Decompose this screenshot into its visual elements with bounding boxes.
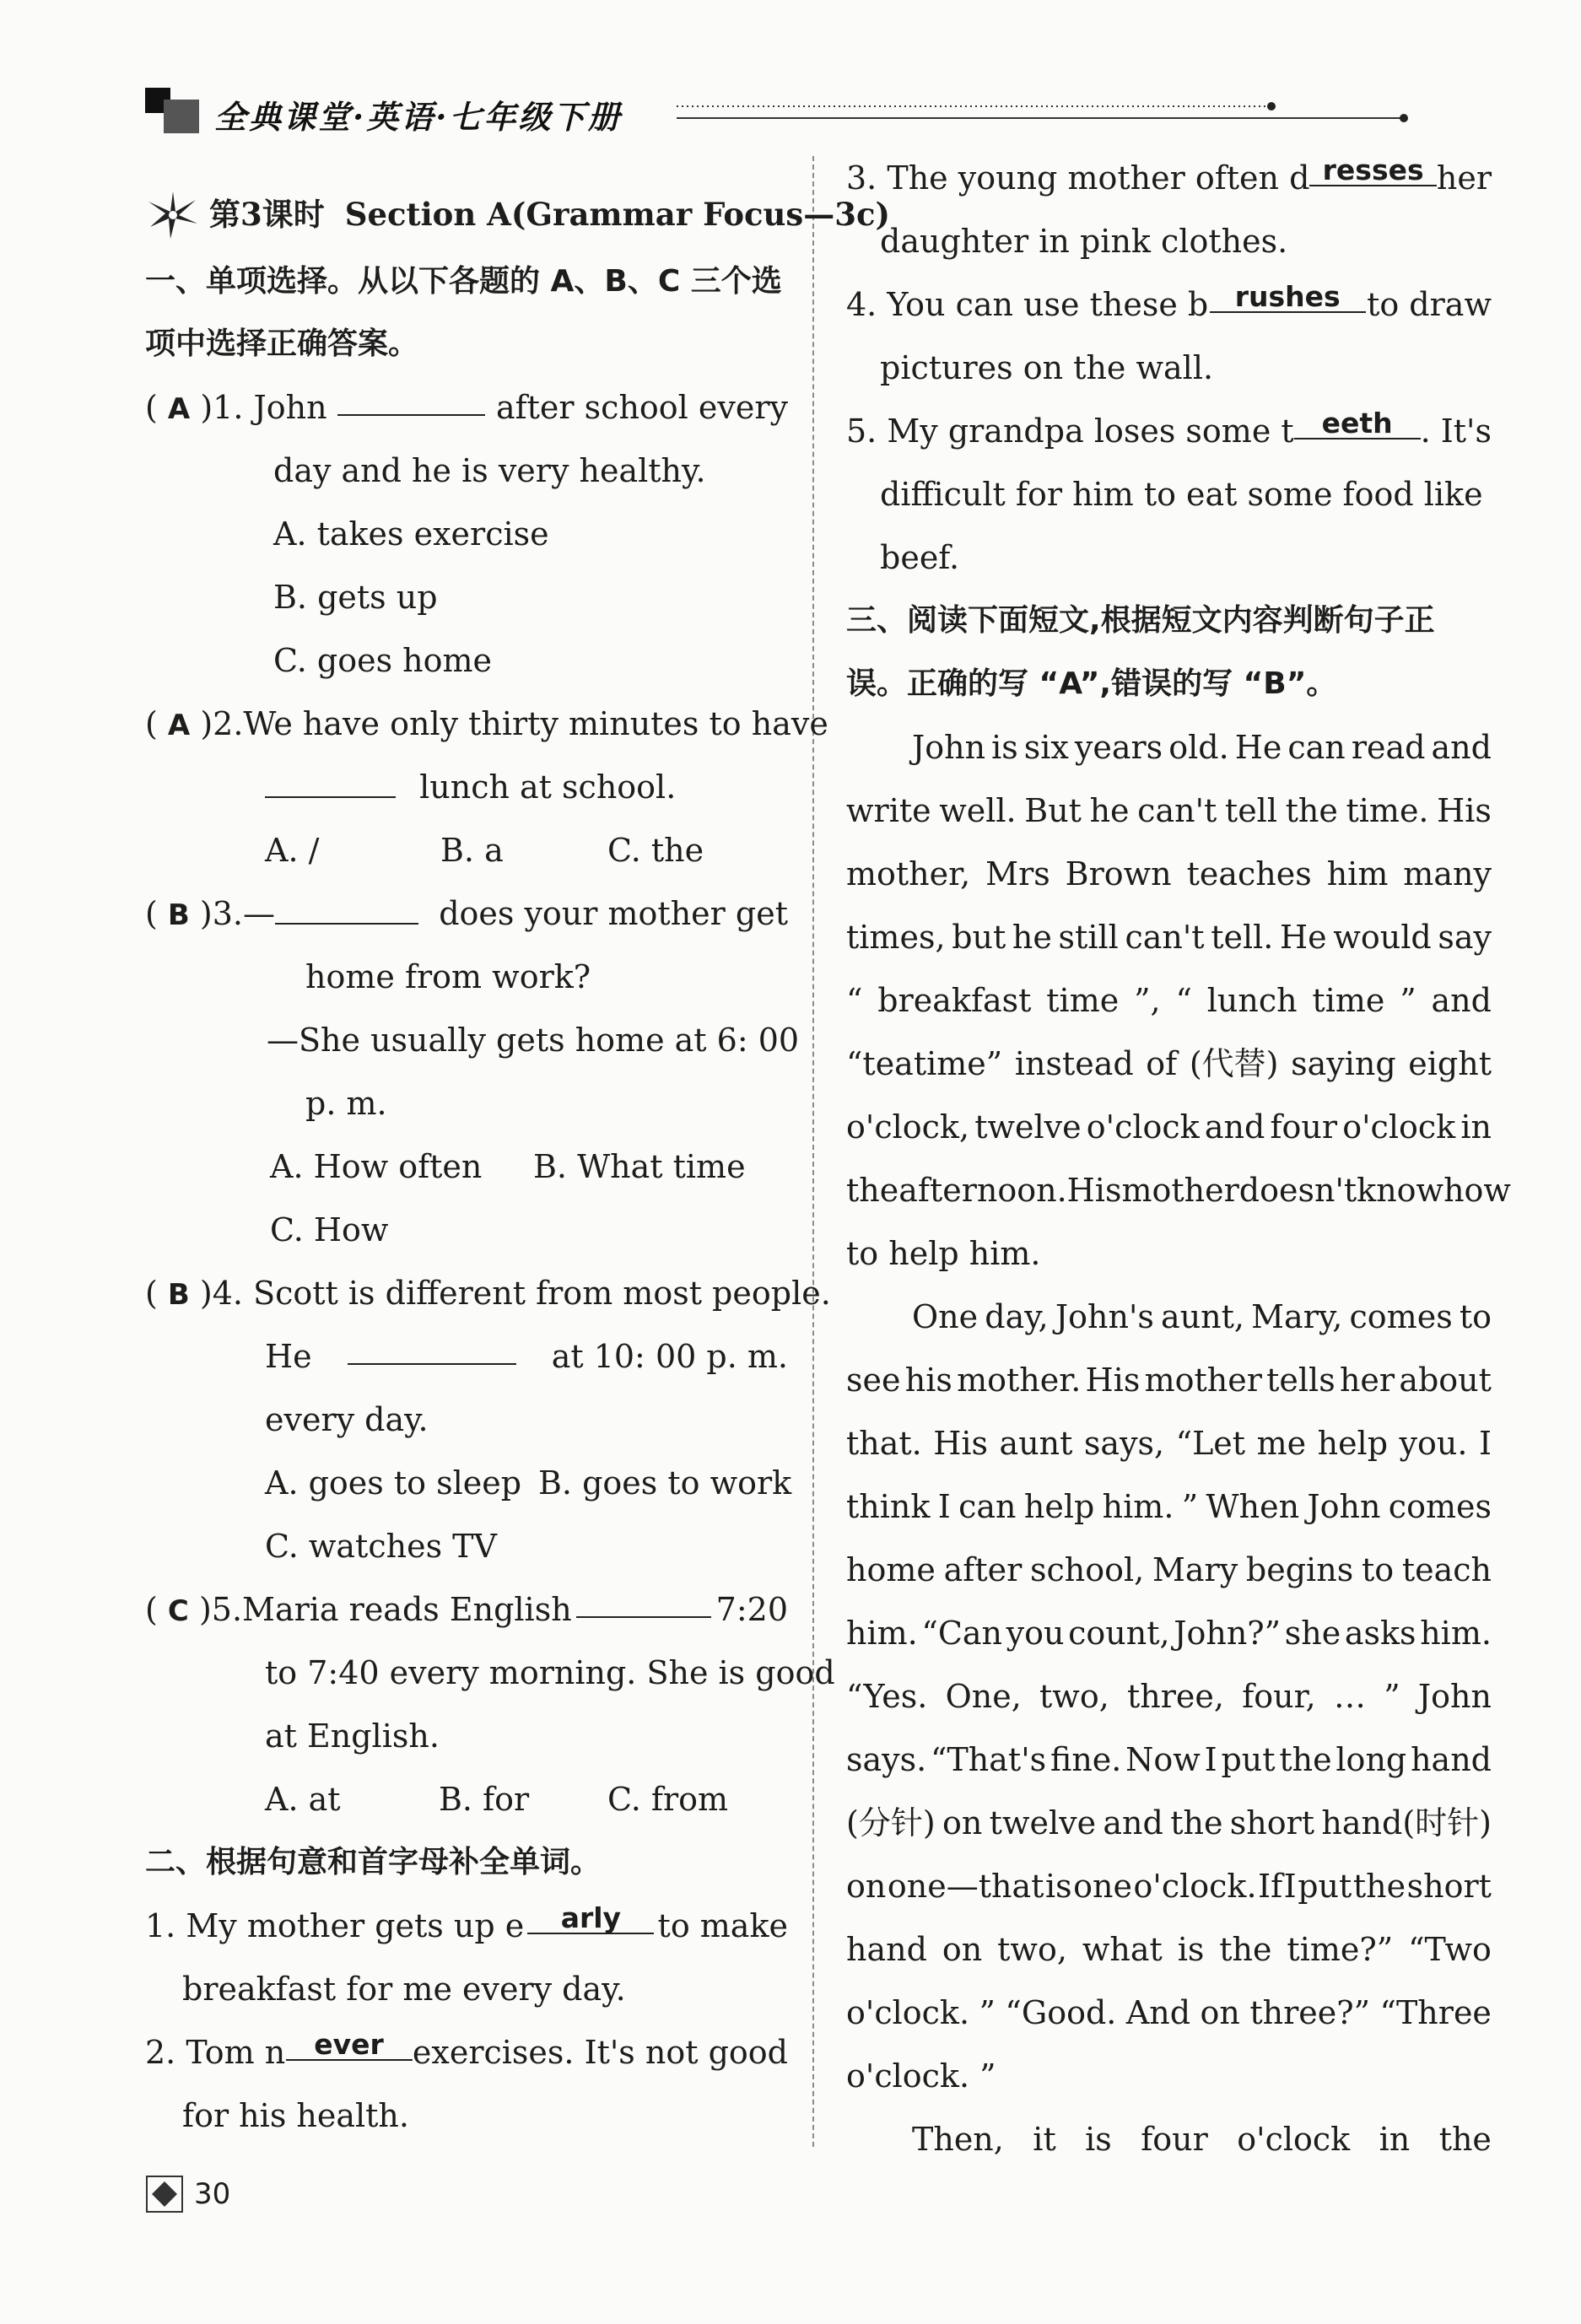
fill-item-4: 4. You can use these b rushes to draw (846, 280, 1492, 323)
passage-line: that. His aunt says, “Let me help you. I (846, 1425, 1492, 1462)
book-title: 全典课堂·英语·七年级下册 (214, 98, 623, 136)
answer-blank[interactable]: arly (527, 1904, 654, 1934)
part3-heading-line1: 三、阅读下面短文,根据短文内容判断句子正 (846, 603, 1435, 638)
options-row (265, 1461, 792, 1505)
passage-line: John is six years old. He can read and (912, 729, 1492, 766)
passage-line: “teatime” instead of (代替) saying eight (846, 1045, 1492, 1082)
option-a: A. goes to sleep (265, 1464, 522, 1502)
answer-blank[interactable]: resses (1309, 156, 1436, 186)
option-b: B. for (439, 1781, 530, 1818)
column-divider (812, 156, 814, 2147)
passage-line: Then, it is four o'clock in the (912, 2121, 1492, 2158)
passage-line: times, but he still can't tell. He would say (846, 919, 1492, 956)
option-c: C. goes home (273, 642, 493, 679)
option-b: B. gets up (273, 579, 438, 616)
passage-line: “ breakfast time ”, “ lunch time ” and (846, 982, 1492, 1019)
lesson-section: Section A(Grammar Focus—3c) (344, 196, 891, 233)
fill-item-text: pictures on the wall. (880, 349, 1214, 386)
part2-heading: 二、根据句意和首字母补全单词。 (145, 1845, 602, 1879)
fill-item-text: daughter in pink clothes. (880, 223, 1288, 260)
answer-blank[interactable]: rushes (1210, 283, 1366, 313)
option-c: C. How (270, 1211, 389, 1248)
fill-item-text: difficult for him to eat some food like (880, 476, 1483, 513)
option-a: A. at (265, 1781, 341, 1818)
answer-blank[interactable] (265, 768, 396, 798)
part3-heading-line2: 误。正确的写 “A”,错误的写 “B”。 (846, 666, 1337, 701)
option-b: B. goes to work (538, 1464, 792, 1502)
passage-line: to help him. (846, 1235, 1041, 1272)
answer-choice[interactable]: B (167, 1278, 190, 1312)
passage-line: him. “Can you count, John?” she asks him. (846, 1615, 1492, 1652)
passage-line: home after school, Mary begins to teach (846, 1551, 1492, 1588)
page-number: 30 (194, 2177, 231, 2211)
question-2: ( A )2. We have only thirty minutes to have (145, 705, 828, 742)
fill-item-5: 5. My grandpa loses some t eeth . It's (846, 407, 1492, 450)
option-b: B. a (440, 832, 504, 869)
passage-line: o'clock. ” (846, 2057, 996, 2095)
option-c: C. the (607, 832, 704, 869)
part1-heading-line1: 一、单项选择。从以下各题的 A、B、C 三个选 (145, 264, 782, 299)
option-a: A. How often (270, 1148, 483, 1185)
passage-line: “Yes. One, two, three, four, … ” John (846, 1678, 1492, 1715)
answer-blank[interactable]: ever (286, 2030, 413, 2061)
question-text: day and he is very healthy. (273, 452, 706, 489)
options-row (265, 1777, 788, 1821)
fill-item-3: 3. The young mother often d resses her (846, 154, 1492, 197)
option-a: A. / (265, 832, 320, 869)
passage-line: see his mother. His mother tells her about (846, 1362, 1492, 1399)
passage-line: on one—that is one o'clock. If I put the short (846, 1868, 1492, 1905)
options-row (265, 828, 704, 872)
page-header (145, 88, 1411, 138)
passage-line: (分针) on twelve and the short hand(时针) (846, 1804, 1492, 1841)
question-text: p. m. (305, 1085, 387, 1122)
fill-item-2: 2. Tom n ever exercises. It's not good (145, 2028, 788, 2071)
answer-choice[interactable]: A (167, 709, 191, 742)
question-reply: —She usually gets home at 6: 00 (267, 1022, 800, 1059)
page-footer (145, 2175, 230, 2213)
question-text: at English. (265, 1717, 440, 1755)
diamond-icon (145, 2175, 184, 2213)
passage-line: the afternoon. His mother doesn't know how (846, 1172, 1511, 1209)
question-text: He at 10: 00 p. m. (265, 1335, 788, 1378)
question-text: to 7:40 every morning. She is good (265, 1654, 835, 1691)
fill-item-text: beef. (880, 539, 960, 576)
answer-choice[interactable]: B (167, 898, 190, 932)
question-text: every day. (265, 1401, 429, 1438)
passage-line: write well. But he can't tell the time. His (846, 792, 1492, 829)
lesson-title (145, 186, 890, 242)
passage-line: hand on two, what is the time?” “Two (846, 1931, 1492, 1968)
answer-choice[interactable]: C (167, 1594, 189, 1628)
passage-line: think I can help him. ” When John comes (846, 1488, 1492, 1525)
lesson-label: 第3课时 (209, 196, 325, 233)
part1-heading-line2: 项中选择正确答案。 (145, 326, 419, 361)
passage-line: mother, Mrs Brown teaches him many (846, 855, 1492, 892)
answer-blank[interactable] (337, 386, 485, 416)
option-a: A. takes exercise (273, 515, 549, 553)
header-dotted-rule (677, 100, 1411, 125)
options-row (270, 1145, 788, 1189)
option-b: B. What time (533, 1148, 746, 1185)
answer-blank[interactable] (348, 1335, 516, 1365)
question-3: ( B )3.— does your mother get (145, 895, 788, 932)
question-4: ( B )4. Scott is different from most people. (145, 1275, 831, 1312)
question-1: ( A )1. John after school every (145, 386, 788, 431)
option-c: C. watches TV (265, 1528, 497, 1565)
question-5: ( C )5.Maria reads English 7:20 (145, 1588, 788, 1633)
passage-line: says. “That's fine. Now I put the long hand (846, 1741, 1492, 1778)
fill-item-text: for his health. (182, 2097, 409, 2134)
answer-blank[interactable] (576, 1588, 711, 1618)
fill-item-1: 1. My mother gets up e arly to make (145, 1901, 788, 1944)
passage-line: One day, John's aunt, Mary, comes to (912, 1298, 1492, 1335)
leaf-icon (145, 186, 201, 242)
answer-blank[interactable] (275, 894, 418, 925)
question-text: lunch at school. (265, 765, 676, 809)
header-gray-square (164, 100, 199, 133)
answer-choice[interactable]: A (167, 392, 191, 426)
answer-blank[interactable]: eeth (1294, 409, 1421, 439)
passage-line: o'clock. ” “Good. And on three?” “Three (846, 1994, 1492, 2031)
fill-item-text: breakfast for me every day. (182, 1971, 626, 2008)
passage-line: o'clock, twelve o'clock and four o'clock in (846, 1108, 1492, 1146)
question-text: home from work? (305, 958, 591, 995)
option-c: C. from (607, 1781, 729, 1818)
